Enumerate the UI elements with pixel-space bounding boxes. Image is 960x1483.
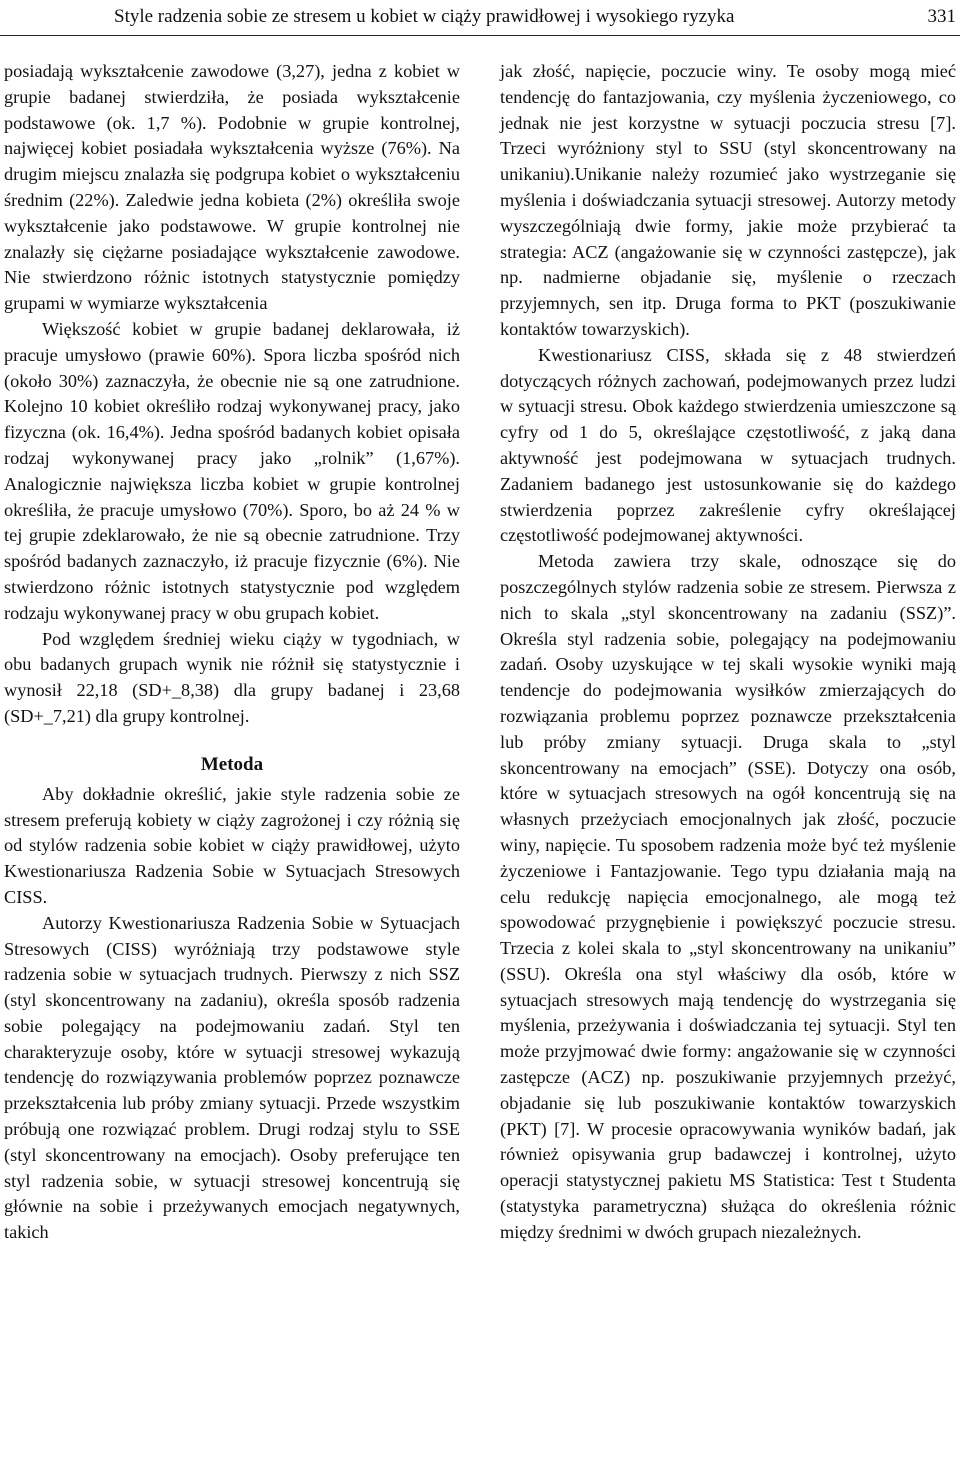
running-title: Style radzenia sobie ze stresem u kobiet w ciąży prawidłowej i wysokiego ryzyka xyxy=(114,6,735,27)
header-rule xyxy=(0,35,960,36)
paragraph-ciss-scales: Metoda zawiera trzy skale, odnoszące się do poszczególnych stylów radzenia sobie ze stresem. Pierwsza z nich to skala „styl skoncentrowany na zadaniu (SSZ)”. Określa styl radzenia sobie, polegający na podejmowaniu zadań. Osoby uzyskujące w tej skali wysokie wyniki mają tendencje do podejmowania wysiłków zmierzających do rozwiązania problemu poprzez poznawcze przekształcenia lub próby zmiany sytuacji. Druga skala to „styl skoncentrowany na emocjach” (SSE). Dotyczy ona osób, które w sytuacjach stresowych na ogół koncentrują się na własnych przeżyciach emocjonalnych jak złość, poczucie winy, napięcie. Tu sposobem radzenia może być też myślenie życzeniowe i Fantazjowanie. Tego typu działania mają na celu redukcję napięcia emocjonalnego, ale mogą też spowodować przygnębienie i powiększyć poczucie stresu. Trzecia z kolei skala to „styl skoncentrowany na unikaniu” (SSU). Określa ona styl właściwy dla osób, które w sytuacjach stresowych mają tendencję do wystrzegania się myślenia, przeżywania i doświadczania tej sytuacji. Styl ten może przyjmować dwie formy: angażowanie się w czynności zastępcze (ACZ) np. poszukiwanie przyjemnych przeżyć, objadanie się lub poszukiwanie kontaktów towarzyskich (PKT) [7]. W procesie opracowywania wyników badań, jak również opisywania grup badawczej i kontrolnej, użyto operacji statystycznej pakietu MS Statistica: Test t Studenta (statystyka parametryczna) służąca do określenia różnic między średnimi w dwóch grupach niezależnych. xyxy=(500,551,956,1242)
paragraph-ciss-styles: Autorzy Kwestionariusza Radzenia Sobie w Sytuacjach Stresowych (CISS) wyróżniają trzy podstawowe style radzenia sobie w sytuacjach trudnych. Pierwszy z nich SSZ (styl skoncentrowany na zadaniu), określa sposób radzenia sobie polegający na podejmowaniu zadań. Styl ten charakteryzuje osoby, które w sytuacji stresowej wykazują tendencję do rozwiązywania problemów poprzez poznawcze przekształcenia lub próby zmiany sytuacji. Przede wszystkim próbują one rozwiązać problem. Drugi rodzaj stylu to SSE (styl skoncentrowany na emocjach). Osoby preferujące ten styl radzenia sobie, w sytuacji stresowej koncentrują się głównie na sobie i przeżywanych emocjach negatywnych, takich xyxy=(4,912,460,1243)
page-header xyxy=(0,0,960,34)
left-column xyxy=(4,59,460,1246)
section-heading-method: Metoda xyxy=(200,753,264,775)
right-column xyxy=(500,59,956,1246)
paragraph-education: posiadają wykształcenie zawodowe (3,27), jedna z kobiet w grupie badanej stwierdziła, że posiada wykształcenie podstawowe (ok. 1,7 %). Podobnie w grupie kontrolnej, najwięcej kobiet posiadała wykształcenia wyższe (76%). Na drugim miejscu znalazła się podgrupa kobiet o wykształceniu średnim (22%). Zaledwie jedna kobieta (2%) określiła swoje wykształcenie jako podstawowe. W grupie kontrolnej nie znalazły się ciężarne posiadające wykształcenie zawodowe. Nie stwierdzono różnic istotnych statystycznie pomiędzy grupami w wymiarze wykształcenia xyxy=(4,61,460,314)
paragraph-avoidance-style: jak złość, napięcie, poczucie winy. Te osoby mogą mieć tendencję do fantazjowania, czy myślenia życzeniowego, co jednak nie jest korzystne w sytuacji poczucia stresu [7]. Trzeci wyróżniony styl to SSU (styl skoncentrowany na unikaniu).Unikanie należy rozumieć jako wystrzeganie się myślenia i doświadczania sytuacji stresowej. Autorzy metody wyszczególniają dwie formy, jakie może przybierać ta strategia: ACZ (angażowanie się w czynności zastępcze), jak np. nadmierne objadanie się, myślenie o rzeczach przyjemnych, sen itp. Druga forma to PKT (poszukiwanie kontaktów towarzyskich). xyxy=(500,61,956,339)
paragraph-employment: Większość kobiet w grupie badanej deklarowała, iż pracuje umysłowo (prawie 60%). Spora liczba spośród nich (około 30%) zaznaczyła, że obecnie nie są one zatrudnione. Kolejno 10 kobiet określiło rodzaj wykonywanej pracy, jako fizyczna (ok. 16,4%). Jedna spośród badanych kobiet opisała rodzaj wykonywanej pracy jako „rolnik” (1,67%). Analogicznie największa liczba kobiet w grupie kontrolnej określiła, że pracuje umysłowo (70%). Sporo, bo aż 24 % w tej grupie zdeklarowało, że nie są obecnie zatrudnione. Trzy spośród badanych zaznaczyło, iż pracuje fizycznie (6%). Nie stwierdzono różnic istotnych statystycznie pod względem rodzaju wykonywanej pracy w obu grupach kobiet. xyxy=(4,318,460,623)
paragraph-ciss-structure: Kwestionariusz CISS, składa się z 48 stwierdzeń dotyczących różnych zachowań, podejmowanych przez ludzi w sytuacji stresu. Obok każdego stwierdzenia umieszczone są cyfry od 1 do 5, określające częstotliwość, z jaką dana aktywność jest podejmowana w sytuacjach trudnych. Zadaniem badanego jest ustosunkowanie się do każdego stwierdzenia poprzez zakreślenie cyfry określającej częstotliwość podejmowanej aktywności. xyxy=(500,344,956,546)
paragraph-gestational-age: Pod względem średniej wieku ciąży w tygodniach, w obu badanych grupach wynik nie różnił się statystycznie i wynosił 22,18 (SD+_8,38) dla grupy badanej i 23,68 (SD+_7,21) dla grupy kontrolnej. xyxy=(4,628,460,726)
paragraph-method-intro: Aby dokładnie określić, jakie style radzenia sobie ze stresem preferują kobiety w ciąży zagrożonej i czy różnią się od stylów radzenia sobie kobiet w ciąży prawidłowej, użyto Kwestionariusza Radzenia Sobie w Sytuacjach Stresowych CISS. xyxy=(4,783,460,907)
page-number: 331 xyxy=(927,6,956,27)
